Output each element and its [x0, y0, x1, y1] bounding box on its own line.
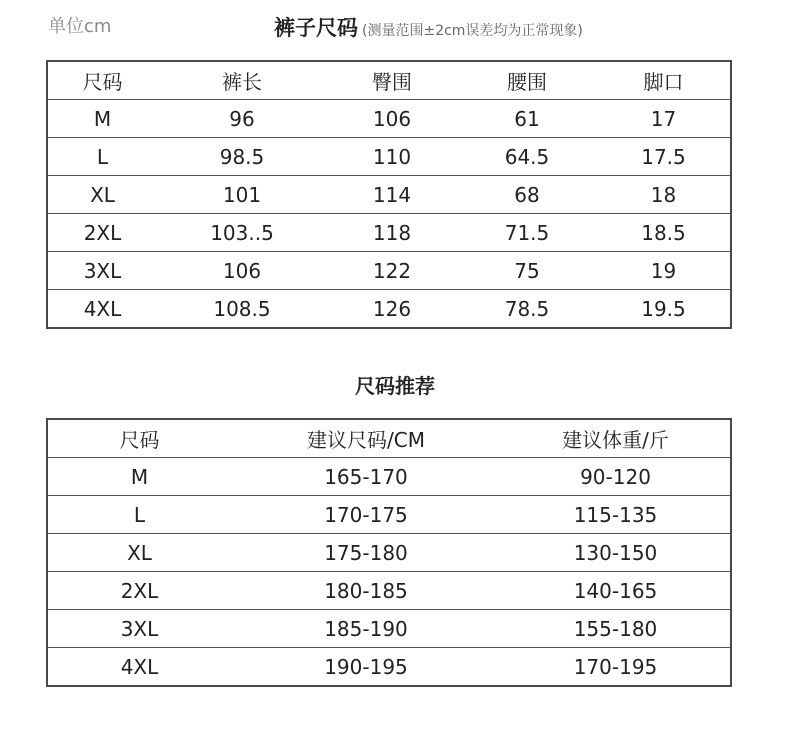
- table-cell: M: [47, 100, 157, 138]
- table-cell: 18.5: [597, 214, 731, 252]
- table-cell: 130-150: [501, 534, 731, 572]
- table-cell: 170-195: [573, 654, 658, 679]
- header-cell: 臀围: [327, 61, 457, 100]
- table-cell: 75: [457, 252, 597, 290]
- header-cell: 建议尺码/CM: [231, 419, 501, 458]
- table-cell: 114: [327, 176, 457, 214]
- table-cell: 17.5: [597, 138, 731, 176]
- measurement-note: (测量范围±2cm误差均为正常现象): [362, 23, 583, 39]
- table-cell: 2XL: [47, 214, 157, 252]
- table-row: [47, 252, 731, 290]
- table-cell: 68: [457, 176, 597, 214]
- table-row: [47, 290, 731, 329]
- table-cell: 101: [157, 176, 327, 214]
- table-header-row: [47, 419, 731, 458]
- table-cell: 78.5: [504, 296, 550, 321]
- table-cell: 115-135: [501, 496, 731, 534]
- table-cell: 2XL: [47, 572, 231, 610]
- size-recommendation-table: [46, 418, 732, 687]
- table-row: [47, 138, 731, 176]
- header-cell: 裤长: [157, 61, 327, 100]
- table-cell: 103..5: [157, 214, 327, 252]
- table-cell: XL: [47, 534, 231, 572]
- pants-size-title: [274, 12, 583, 42]
- table-cell: 108.5: [213, 296, 271, 321]
- table-row: [47, 534, 731, 572]
- table-cell: 98.5: [157, 138, 327, 176]
- table-cell: 106: [157, 252, 327, 290]
- table-row: [47, 176, 731, 214]
- table-cell: 90-120: [501, 458, 731, 496]
- table-cell: 110: [327, 138, 457, 176]
- table-row: [47, 214, 731, 252]
- table-cell: 180-185: [231, 572, 501, 610]
- table-row: [47, 100, 731, 138]
- pants-size-table: [46, 60, 732, 329]
- header-cell: 尺码: [47, 61, 157, 100]
- header-cell: 腰围: [457, 61, 597, 100]
- pants-size-title-text: 裤子尺码: [274, 16, 358, 40]
- table-cell: 155-180: [501, 610, 731, 648]
- table-cell: XL: [47, 176, 157, 214]
- table-cell: 118: [327, 214, 457, 252]
- table-row: [47, 572, 731, 610]
- header-cell: 尺码: [47, 419, 231, 458]
- table-cell: L: [47, 138, 157, 176]
- table-cell: 185-190: [231, 610, 501, 648]
- table-cell: 61: [457, 100, 597, 138]
- table-cell: 170-175: [231, 496, 501, 534]
- table-header-row: [47, 61, 731, 100]
- table-cell: 96: [157, 100, 327, 138]
- table-cell: L: [47, 496, 231, 534]
- table-cell: 190-195: [324, 654, 408, 679]
- table-row: [47, 458, 731, 496]
- table-cell: 71.5: [457, 214, 597, 252]
- table-cell: 106: [327, 100, 457, 138]
- table-cell: 3XL: [47, 252, 157, 290]
- table-cell: 175-180: [231, 534, 501, 572]
- table-cell: 3XL: [47, 610, 231, 648]
- size-recommendation-title: 尺码推荐: [355, 374, 435, 398]
- table-row: [47, 610, 731, 648]
- table-cell: 122: [327, 252, 457, 290]
- table-row: [47, 648, 731, 687]
- header-cell: 脚口: [597, 61, 731, 100]
- table-cell: 165-170: [231, 458, 501, 496]
- table-cell: M: [47, 458, 231, 496]
- table-row: [47, 496, 731, 534]
- table-cell: 18: [597, 176, 731, 214]
- header-cell: 建议体重/斤: [501, 419, 731, 458]
- table-cell: 126: [372, 296, 412, 321]
- table-cell: 64.5: [457, 138, 597, 176]
- unit-label: 单位cm: [48, 16, 112, 37]
- table-cell: 4XL: [83, 296, 122, 321]
- table-cell: 140-165: [501, 572, 731, 610]
- table-cell: 17: [597, 100, 731, 138]
- table-cell: 19.5: [641, 296, 686, 321]
- table-cell: 19: [597, 252, 731, 290]
- table-cell: 4XL: [120, 654, 159, 679]
